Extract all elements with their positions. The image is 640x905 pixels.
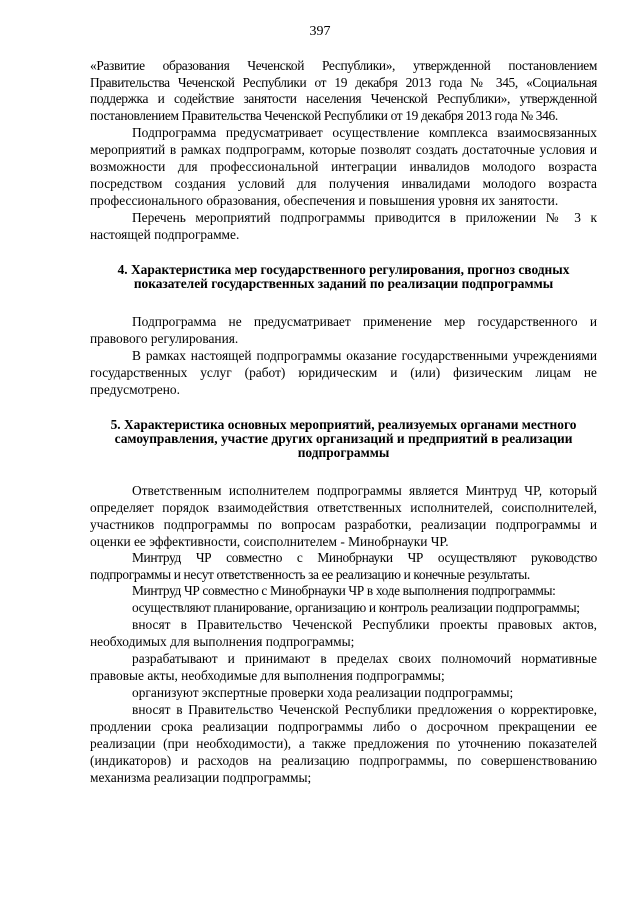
- section-5-paragraph-5: вносят в Правительство Чеченской Республики проекты правовых актов, необходимых для выполнения подпрограммы;: [90, 617, 597, 649]
- section-5-paragraph-3: Минтруд ЧР совместно с Минобрнауки ЧР в ходе выполнения подпрограммы:: [132, 583, 556, 598]
- section-5-paragraph-2: Минтруд ЧР совместно с Минобрнауки ЧР осуществляют руководство подпрограммы и несут ответственность за ее реализацию и конечные результаты.: [90, 550, 597, 582]
- page-content: [90, 58, 597, 786]
- section-4-heading: 4. Характеристика мер государственного регулирования, прогноз сводных показателей государственных заданий по реализации подпрограммы: [117, 262, 570, 291]
- section-4-paragraph-2: В рамках настоящей подпрограммы оказание государственными учреждениями государственных услуг (работ) юридическим и (или) физическим лицам не предусмотрено.: [90, 348, 597, 397]
- section-5-paragraph-7: организуют экспертные проверки хода реализации подпрограммы;: [132, 685, 514, 700]
- section-5-heading: 5. Характеристика основных мероприятий, реализуемых органами местного самоуправления, участие других организаций и предприятий в реализации подпрограммы: [110, 417, 577, 460]
- intro-paragraph-3: Перечень мероприятий подпрограммы приводится в приложении № 3 к настоящей подпрограмме.: [90, 210, 597, 242]
- section-5-paragraph-4: осуществляют планирование, организацию и контроль реализации подпрограммы;: [132, 599, 580, 615]
- page-number: 397: [309, 24, 331, 39]
- intro-paragraph-1: «Развитие образования Чеченской Республики», утвержденной постановлением Правительства Чеченской Республики от 19 декабря 2013 года № 345, «Социальная поддержка и содействие занятости населения Чеченской Республики», утвержденной постановлением Правительства Чеченской Республики от 19 декабря 2013 года № 346.: [90, 58, 597, 123]
- section-5-paragraph-1: Ответственным исполнителем подпрограммы является Минтруд ЧР, который определяет порядок взаимодействия ответственных исполнителей, соисполнителей, участников подпрограммы по вопросам разработки, реализации подпрограммы и оценки ее эффективности, соисполнителем - Минобрнауки ЧР.: [90, 483, 597, 549]
- section-5-paragraph-6: разрабатывают и принимают в пределах своих полномочий нормативные правовые акты, необходимые для выполнения подпрограммы;: [90, 651, 597, 683]
- section-5-paragraph-8: вносят в Правительство Чеченской Республики предложения о корректировке, продлении срока реализации подпрограммы либо о досрочном прекращении ее реализации (при необходимости), а также предложения по уточнению показателей (индикаторов) и расходов на реализацию подпрограммы, по совершенствованию механизма реализации подпрограммы;: [90, 702, 597, 785]
- intro-paragraph-2: Подпрограмма предусматривает осуществление комплекса взаимосвязанных мероприятий в рамках подпрограмм, которые позволят создать достаточные условия и возможности для профессиональной интеграции инвалидов молодого возраста посредством создания условий для получения инвалидами молодого возраста профессионального образования, обеспечения и повышения уровня их занятости.: [90, 125, 597, 208]
- section-4-paragraph-1: Подпрограмма не предусматривает применение мер государственного и правового регулирования.: [90, 314, 597, 346]
